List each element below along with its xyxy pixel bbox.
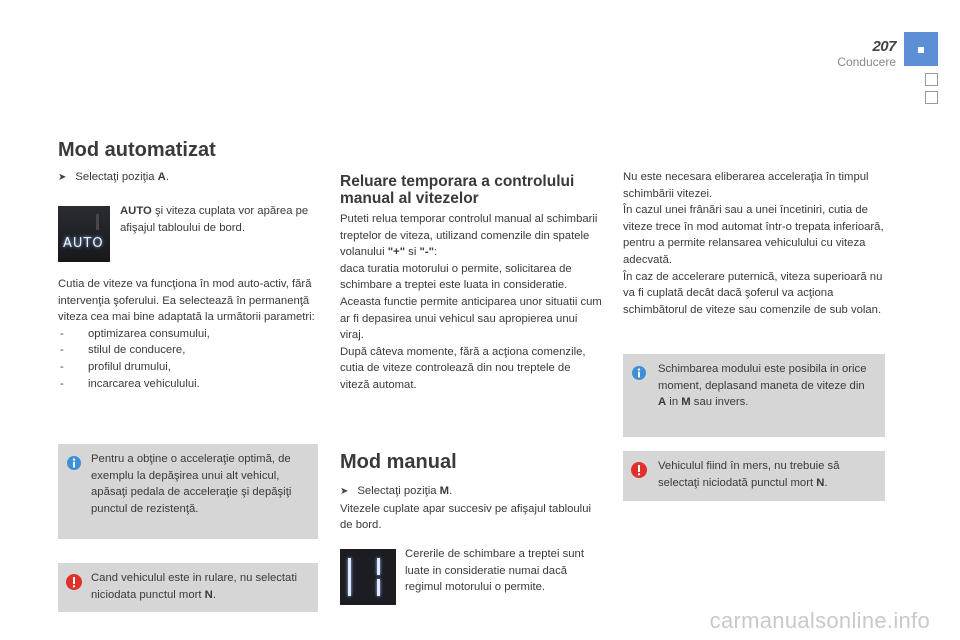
arrow-bullet-icon: ➤ bbox=[340, 486, 349, 497]
position-m-label: M bbox=[681, 396, 691, 409]
auto-display-description bbox=[120, 203, 316, 236]
temp-paragraph-2: daca turatia motorului o permite, solicitarea de schimbare a treptei este luata in consideratie. bbox=[340, 262, 572, 292]
plus-control-label: "+" bbox=[387, 246, 406, 259]
bullet-end: . bbox=[165, 171, 169, 183]
temp-paragraph-1 bbox=[340, 211, 602, 261]
right-column-body bbox=[623, 169, 885, 318]
auto-bullet bbox=[58, 169, 318, 187]
info-in: in bbox=[666, 396, 682, 409]
parameter-list bbox=[58, 326, 320, 392]
temp-p1-end: : bbox=[433, 246, 438, 259]
list-item: - stilul de conducere, bbox=[58, 342, 320, 359]
temp-paragraph-4: După câteva momente, fără a acţiona comenzile, cutia de viteze controlează din nou treptele de viteză automat. bbox=[340, 345, 586, 391]
right-paragraph-3: În caz de accelerare puternică, viteza superioară nu va fi cuplată decât dacă şoferul va acţiona schimbătorul de viteze sau comenzile de sub volan. bbox=[623, 270, 883, 316]
info-note-text: Pentru a obţine o acceleraţie optimă, de exemplu la depăşirea unui alt vehicul, apăsaţi pedala de acceleraţie şi depăşiţi punctul de rezistenţă. bbox=[91, 453, 292, 515]
auto-bullet-text: Selectaţi poziţia bbox=[75, 171, 158, 183]
auto-desc-text: şi viteza cuplata vor apărea pe afişajul tabloului de bord. bbox=[120, 205, 309, 234]
gear-segment bbox=[96, 214, 99, 230]
neutral-n-label: N bbox=[816, 476, 825, 489]
warning-icon bbox=[66, 574, 82, 590]
neutral-n-label: N bbox=[204, 588, 213, 601]
bullet-end: . bbox=[449, 485, 453, 497]
auto-display-label: AUTO bbox=[63, 236, 104, 251]
auto-intro-paragraph bbox=[58, 276, 320, 392]
position-m-label: M bbox=[439, 485, 450, 497]
auto-bold-label: AUTO bbox=[120, 205, 152, 217]
chapter-tab[interactable] bbox=[925, 91, 938, 104]
gear-segment bbox=[377, 579, 380, 596]
manual-mode-title: Mod manual bbox=[340, 451, 457, 473]
info-note-text bbox=[658, 361, 873, 411]
auto-mode-title: Mod automatizat bbox=[58, 139, 216, 161]
manual-bullet bbox=[340, 483, 602, 501]
list-item: - profilul drumului, bbox=[58, 359, 320, 376]
temporary-manual-body bbox=[340, 211, 602, 394]
warning-icon bbox=[631, 462, 647, 478]
warning-box bbox=[58, 563, 318, 612]
warn-end: . bbox=[824, 476, 828, 489]
warning-text bbox=[658, 458, 873, 491]
gear-segment bbox=[377, 558, 380, 575]
info-end: sau invers. bbox=[690, 396, 749, 409]
right-paragraph-2: În cazul unei frânări sau a unei încetiniri, cutia de viteze trece în mod automat într-o trepata inferioară, pentru a permite relansarea vehiculului cu viteza adecvată. bbox=[623, 204, 884, 266]
manual-display-image bbox=[340, 549, 396, 605]
auto-intro-text: Cutia de viteze va funcţiona în mod auto-activ, fără intervenţia şoferului. Ea selectează în permanenţă viteza cea mai bine adaptată la următorii parametri: bbox=[58, 278, 315, 324]
info-icon bbox=[67, 456, 81, 470]
info-note-box bbox=[623, 354, 885, 437]
chapter-tab-active[interactable] bbox=[904, 32, 938, 66]
auto-display-image bbox=[58, 206, 110, 262]
section-title: Conducere bbox=[837, 55, 896, 69]
chapter-tab[interactable] bbox=[925, 73, 938, 86]
page-number: 207 bbox=[872, 38, 896, 55]
temporary-manual-title: Reluare temporara a controlului manual al vitezelor bbox=[340, 173, 575, 207]
info-text-body: Schimbarea modului este posibila in orice moment, deplasand maneta de viteze din bbox=[658, 363, 867, 392]
temp-p1-text: Puteti relua temporar controlul manual al schimbarii treptelor de viteza, utilizand comenzile din spatele volanului bbox=[340, 213, 598, 259]
position-a-label: A bbox=[157, 171, 166, 183]
temp-p1-si: si bbox=[405, 246, 420, 259]
manual-bullet-block bbox=[340, 483, 602, 534]
tab-marker-icon bbox=[918, 47, 924, 53]
temp-paragraph-3: Aceasta functie permite anticiparea unor situatii cum ar fi depasirea unui vehicul sau apropierea unui viraj. bbox=[340, 295, 602, 342]
watermark: carmanualsonline.info bbox=[709, 608, 930, 633]
manual-line-2: Vitezele cuplate apar succesiv pe afişajul tabloului de bord. bbox=[340, 502, 591, 532]
position-a-label: A bbox=[658, 396, 667, 409]
minus-control-label: "-" bbox=[419, 246, 434, 259]
warn-text-body: Cand vehiculul este in rulare, nu selectati niciodata punctul mort bbox=[91, 572, 297, 601]
arrow-bullet-icon: ➤ bbox=[58, 172, 67, 183]
gear-segment bbox=[348, 558, 351, 596]
warning-text bbox=[91, 570, 306, 603]
manual-display-description: Cererile de schimbare a treptei sunt luate in consideratie numai dacă regimul motorului o permite. bbox=[405, 548, 584, 594]
list-item: - incarcarea vehiculului. bbox=[58, 376, 320, 393]
warn-end: . bbox=[212, 588, 216, 601]
warning-box bbox=[623, 451, 885, 501]
right-paragraph-1: Nu este necesara eliberarea acceleraţia în timpul schimbării vitezei. bbox=[623, 171, 869, 200]
info-icon bbox=[632, 366, 646, 380]
info-note-box bbox=[58, 444, 318, 539]
warn-text-body: Vehiculul fiind în mers, nu trebuie să selectaţi niciodată punctul mort bbox=[658, 460, 840, 489]
manual-bullet-text: Selectaţi poziţia bbox=[357, 485, 440, 497]
list-item: - optimizarea consumului, bbox=[58, 326, 320, 343]
